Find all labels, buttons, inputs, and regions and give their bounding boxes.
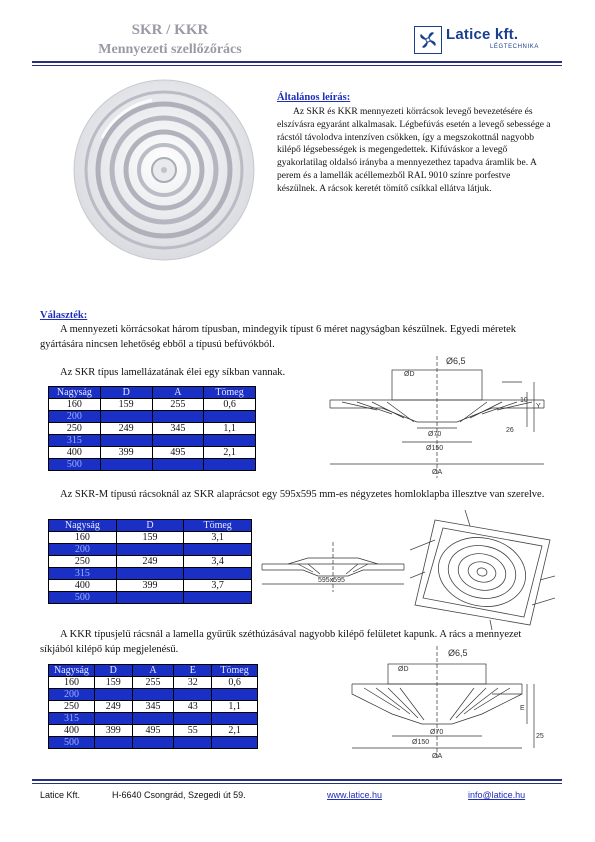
dim-label: ØA [432, 753, 443, 760]
dim-label: 595x595 [318, 577, 345, 584]
selection-heading: Választék: [40, 310, 88, 321]
table-cell [204, 459, 256, 471]
table-cell [204, 411, 256, 423]
table-cell: 159 [100, 399, 152, 411]
table-cell: 200 [49, 411, 101, 423]
column-header: E [174, 665, 212, 677]
page-subtitle: Mennyezeti szellőzőrács [98, 42, 242, 57]
table-cell [94, 737, 132, 749]
table-cell [132, 713, 174, 725]
column-header: Nagyság [49, 520, 117, 532]
table-cell: 500 [49, 592, 117, 604]
skrm-perspective-drawing [410, 510, 555, 635]
table-cell: 315 [49, 435, 101, 447]
column-header: Nagyság [49, 665, 95, 677]
column-header: A [152, 387, 204, 399]
table-cell [212, 737, 258, 749]
table-cell: 2,1 [212, 725, 258, 737]
table-cell: 345 [152, 423, 204, 435]
table-row [49, 677, 258, 689]
dim-label: Ø150 [412, 739, 430, 746]
table-cell [94, 689, 132, 701]
table-cell: 200 [49, 544, 117, 556]
skr-technical-drawing [322, 352, 552, 487]
dim-label: Ø70 [430, 729, 444, 736]
table-cell: 399 [116, 580, 184, 592]
table-cell [174, 689, 212, 701]
table-cell: 32 [174, 677, 212, 689]
table-cell: 1,1 [212, 701, 258, 713]
table-cell: 249 [94, 701, 132, 713]
column-header: Tömeg [212, 665, 258, 677]
table-cell: 2,1 [204, 447, 256, 459]
table-cell: 160 [49, 532, 117, 544]
column-header: Tömeg [184, 520, 252, 532]
table-row [49, 737, 258, 749]
table-cell: 200 [49, 689, 95, 701]
table-cell [100, 435, 152, 447]
table-cell: 250 [49, 423, 101, 435]
footer-divider [32, 779, 562, 781]
table-cell [94, 713, 132, 725]
table-cell: 400 [49, 447, 101, 459]
table-cell [152, 411, 204, 423]
table-cell: 43 [174, 701, 212, 713]
table-row [49, 532, 252, 544]
table-cell [212, 713, 258, 725]
table-row [49, 459, 256, 471]
table-cell: 3,4 [184, 556, 252, 568]
table-cell: 495 [132, 725, 174, 737]
table-cell: 55 [174, 725, 212, 737]
table-cell: 160 [49, 399, 101, 411]
table-cell [100, 459, 152, 471]
table-cell: 400 [49, 725, 95, 737]
dim-label: E [520, 705, 525, 712]
table-cell: 255 [132, 677, 174, 689]
column-header: D [94, 665, 132, 677]
table-cell: 3,7 [184, 580, 252, 592]
table-cell [100, 411, 152, 423]
dim-label: ØD [404, 371, 415, 378]
general-description: Az SKR és KKR mennyezeti körrácsok levegő bevezetésére és elszívásra egyaránt alkalmasak. Légbefúvás esetén a levegő sebessége a rácstól távolodva intenzíven csökken, így a megszokottnál nagyobb kilépő légsebességek is megengedettek. Kifúváskor a levegő gyakorlatilag oldalsó irányba a mennyezethez tapadva áramlik be. A perem és a lamellák acéllemezből RAL 9010 színre porfestve készülnek. A rácsok keretét tömítő csíkkal ellátva látjuk. [277, 107, 551, 194]
skr-caption: Az SKR típus lamellázatának élei egy síkban vannak. [60, 367, 286, 378]
footer-divider-thin [32, 783, 562, 784]
table-row [49, 713, 258, 725]
logo-subtitle: LÉGTECHNIKA [490, 44, 539, 50]
dim-label: 26 [506, 427, 514, 434]
company-logo [414, 26, 548, 52]
table-cell [132, 689, 174, 701]
table-cell: 1,1 [204, 423, 256, 435]
table-cell: 399 [94, 725, 132, 737]
table-cell: 315 [49, 713, 95, 725]
column-header: D [116, 520, 184, 532]
table-cell [116, 568, 184, 580]
table-cell: 3,1 [184, 532, 252, 544]
table-cell: 0,6 [212, 677, 258, 689]
table-cell: 315 [49, 568, 117, 580]
table-row [49, 447, 256, 459]
table-cell [184, 544, 252, 556]
footer-email-link[interactable]: info@latice.hu [468, 790, 526, 800]
footer-company: Latice Kft. [40, 790, 81, 800]
table-row [49, 423, 256, 435]
logo-name: Latice kft. [446, 26, 519, 43]
skrm-caption: Az SKR-M típusú rácsoknál az SKR alaprácsot egy 595x595 mm-es négyzetes homloklapba illesztve van szerelve. [60, 489, 545, 500]
kkr-caption: A KKR típusjelű rácsnál a lamella gyűrűk széthúzásával nagyobb kilépő felületet kapunk. A rács a mennyezet síkjából kilépő kúp megjelenésű. [40, 629, 522, 655]
footer-web-link[interactable]: www.latice.hu [327, 790, 383, 800]
table-cell [152, 459, 204, 471]
column-header: A [132, 665, 174, 677]
column-header: D [100, 387, 152, 399]
dim-label: Ø6,5 [446, 356, 466, 366]
table-cell [174, 737, 212, 749]
table-cell: 249 [116, 556, 184, 568]
dim-label: Ø6,5 [448, 648, 468, 658]
table-cell: 500 [49, 737, 95, 749]
dim-label: Y [536, 403, 541, 410]
skrm-side-drawing [258, 538, 408, 599]
column-header: Nagyság [49, 387, 101, 399]
table-cell: 399 [100, 447, 152, 459]
table-row [49, 435, 256, 447]
header-divider-thin [32, 65, 562, 66]
dim-label: 25 [536, 733, 544, 740]
table-row [49, 725, 258, 737]
diffuser-photo [72, 78, 256, 267]
table-cell: 0,6 [204, 399, 256, 411]
selection-intro: A mennyezeti körrácsokat három típusban, mindegyik típust 6 méret nagyságban készülnek. Egyedi méretek gyártására nincsen lehetőség ebből a típusú befúvókból. [40, 324, 517, 350]
table-row [49, 556, 252, 568]
table-cell: 250 [49, 556, 117, 568]
table-cell [184, 568, 252, 580]
table-row [49, 689, 258, 701]
table-cell: 249 [100, 423, 152, 435]
table-row [49, 580, 252, 592]
table-cell [116, 592, 184, 604]
dim-label: ØA [432, 469, 443, 476]
dim-label: ØD [398, 666, 409, 673]
general-heading: Általános leírás: [277, 92, 351, 103]
table-cell [116, 544, 184, 556]
table-row [49, 701, 258, 713]
table-cell [132, 737, 174, 749]
table-cell: 495 [152, 447, 204, 459]
kkr-technical-drawing [322, 644, 552, 767]
table-cell [184, 592, 252, 604]
skr-table [48, 386, 256, 471]
table-row [49, 411, 256, 423]
table-cell [204, 435, 256, 447]
table-cell: 345 [132, 701, 174, 713]
header-divider [32, 61, 562, 63]
kkr-table [48, 664, 258, 749]
fan-icon [414, 26, 442, 54]
table-cell: 400 [49, 580, 117, 592]
table-cell: 159 [116, 532, 184, 544]
footer-address: H-6640 Csongrád, Szegedi út 59. [112, 790, 246, 800]
page-title: SKR / KKR [131, 22, 209, 38]
table-cell: 500 [49, 459, 101, 471]
table-cell [152, 435, 204, 447]
table-row [49, 568, 252, 580]
table-cell: 255 [152, 399, 204, 411]
skrm-table [48, 519, 252, 604]
table-cell [212, 689, 258, 701]
dim-label: Ø150 [426, 445, 444, 452]
table-row [49, 592, 252, 604]
column-header: Tömeg [204, 387, 256, 399]
table-cell: 160 [49, 677, 95, 689]
table-row [49, 544, 252, 556]
table-cell: 250 [49, 701, 95, 713]
dim-label: Ø70 [428, 431, 442, 438]
table-cell: 159 [94, 677, 132, 689]
dim-label: 10 [520, 397, 528, 404]
table-row [49, 399, 256, 411]
table-cell [174, 713, 212, 725]
